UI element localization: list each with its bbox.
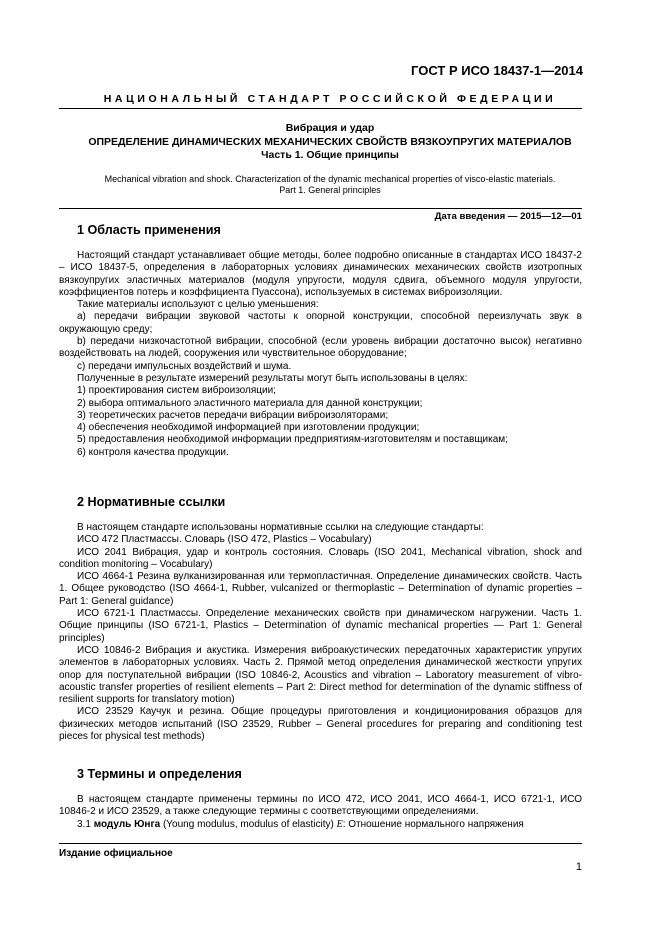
english-title-line-2: Part 1. General principles xyxy=(279,185,381,195)
term-name: модуль Юнга xyxy=(93,818,161,830)
list-item: 1) проектирования систем виброизоляции; xyxy=(77,385,276,397)
paragraph: Полученные в результате измерений результаты могут быть использованы в целях: xyxy=(77,372,468,384)
section-3-body xyxy=(59,794,582,831)
list-item: 4) обеспечения необходимой информацией при изготовлении продукции; xyxy=(77,422,420,434)
title-rule xyxy=(59,208,582,209)
intro-date: Дата введения — 2015—12—01 xyxy=(434,211,582,222)
term-definition xyxy=(59,819,582,831)
reference: ИСО 10846-2 Вибрация и акустика. Измерения виброакустических передаточных характеристик упругих элементов в лабораторных условиях. Часть 2. Прямой метод определения динамической жесткости упругих опор для поступательной вибрации (ISO 10846-2, Acoustics and vibration – Laboratory measurement of vibro-acoustic transfer properties of resilient elements – Part 2: Direct method for determination of the dynamic stiffness of resilient supports for translatory motion) xyxy=(59,644,582,706)
reference: ИСО 4664-1 Резина вулканизированная или термопластичная. Определение динамических свойств. Часть 1. Общее руководство (ISO 4664-1, Rubber, vulcanized or thermoplastic – Determination of dynamic properties – Part 1: General guidance) xyxy=(59,571,582,607)
section-1-heading: 1 Область применения xyxy=(77,223,221,237)
english-title-line-1: Mechanical vibration and shock. Characterization of the dynamic mechanical properties of visco-elastic materials. xyxy=(104,174,556,184)
national-standard-banner: НАЦИОНАЛЬНЫЙ СТАНДАРТ РОССИЙСКОЙ ФЕДЕРАЦИИ xyxy=(103,93,557,105)
term-definition-text: : Отношение нормального напряжения xyxy=(342,818,524,830)
title-line-1: Вибрация и удар xyxy=(285,122,375,134)
section-3-heading: 3 Термины и определения xyxy=(77,767,242,781)
list-item: b) передачи низкочастотной вибрации, способной (если уровень вибрации достаточно высок) негативно воздействовать на людей, сооружения или чувствительное оборудование; xyxy=(59,336,582,360)
list-item: а) передачи вибрации звуковой частоты к опорной конструкции, способной переизлучать звук в окружающую среду; xyxy=(59,311,582,335)
list-item: с) передачи импульсных воздействий и шума. xyxy=(77,360,292,372)
footer-rule xyxy=(59,843,582,844)
top-rule xyxy=(59,108,582,109)
paragraph: В настоящем стандарте использованы нормативные ссылки на следующие стандарты: xyxy=(77,522,484,533)
list-item: 6) контроля качества продукции. xyxy=(77,446,229,458)
section-2-heading: 2 Нормативные ссылки xyxy=(77,495,226,509)
paragraph: Настоящий стандарт устанавливает общие методы, более подробно описанные в стандартах ИСО 18437-2 – ИСО 18437-5, определения в лабораторных условиях динамических механических свойств изотропных вязкоупругих эластичных материалов (модуля упругости, модуля сдвига, объемного модуля упругости, коэффициентов потерь и коэффициента Пуассона), используемых в системах виброизоляции. xyxy=(59,250,582,298)
standard-code: ГОСТ Р ИСО 18437-1—2014 xyxy=(411,63,583,78)
term-symbol: E xyxy=(336,818,343,830)
english-title xyxy=(50,174,610,196)
title-line-3: Часть 1. Общие принципы xyxy=(261,149,399,161)
reference: ИСО 23529 Каучук и резина. Общие процедуры приготовления и кондиционирования образцов для физических методов испытаний (ISO 23529, Rubber – General procedures for preparing and conditioning test pieces for physical test methods) xyxy=(59,706,582,743)
official-edition: Издание официальное xyxy=(59,848,173,859)
list-item: 5) предоставления необходимой информации предприятиям-изготовителям и поставщикам; xyxy=(77,434,508,446)
reference: ИСО 2041 Вибрация, удар и контроль состояния. Словарь (ISO 2041, Mechanical vibration, shock and condition monitoring – Vocabulary) xyxy=(59,546,582,570)
section-2-body xyxy=(59,522,582,743)
paragraph: Такие материалы используют с целью уменьшения: xyxy=(77,299,319,311)
title-line-2: ОПРЕДЕЛЕНИЕ ДИНАМИЧЕСКИХ МЕХАНИЧЕСКИХ СВОЙСТВ ВЯЗКОУПРУГИХ МАТЕРИАЛОВ xyxy=(88,136,572,148)
reference: ИСО 472 Пластмассы. Словарь (ISO 472, Plastics – Vocabulary) xyxy=(77,534,372,546)
paragraph: В настоящем стандарте применены термины по ИСО 472, ИСО 2041, ИСО 4664-1, ИСО 6721-1, ИСО 10846-2 и ИСО 23529, а также следующие термины с соответствующими определениями. xyxy=(59,794,582,818)
list-item: 2) выбора оптимального эластичного материала для данной конструкции; xyxy=(77,397,423,409)
term-number: 3.1 xyxy=(77,818,94,830)
page-number: 1 xyxy=(575,861,582,873)
term-english: (Young modulus, modulus of elasticity) xyxy=(160,818,337,830)
reference: ИСО 6721-1 Пластмассы. Определение механических свойств при динамическом нагружении. Часть 1. Общие принципы (ISO 6721-1, Plastics – Determination of dynamic mechanical properties — Part 1: General principles) xyxy=(59,608,582,644)
section-1-body xyxy=(59,250,582,459)
list-item: 3) теоретических расчетов передачи вибрации виброизоляторами; xyxy=(77,409,389,421)
